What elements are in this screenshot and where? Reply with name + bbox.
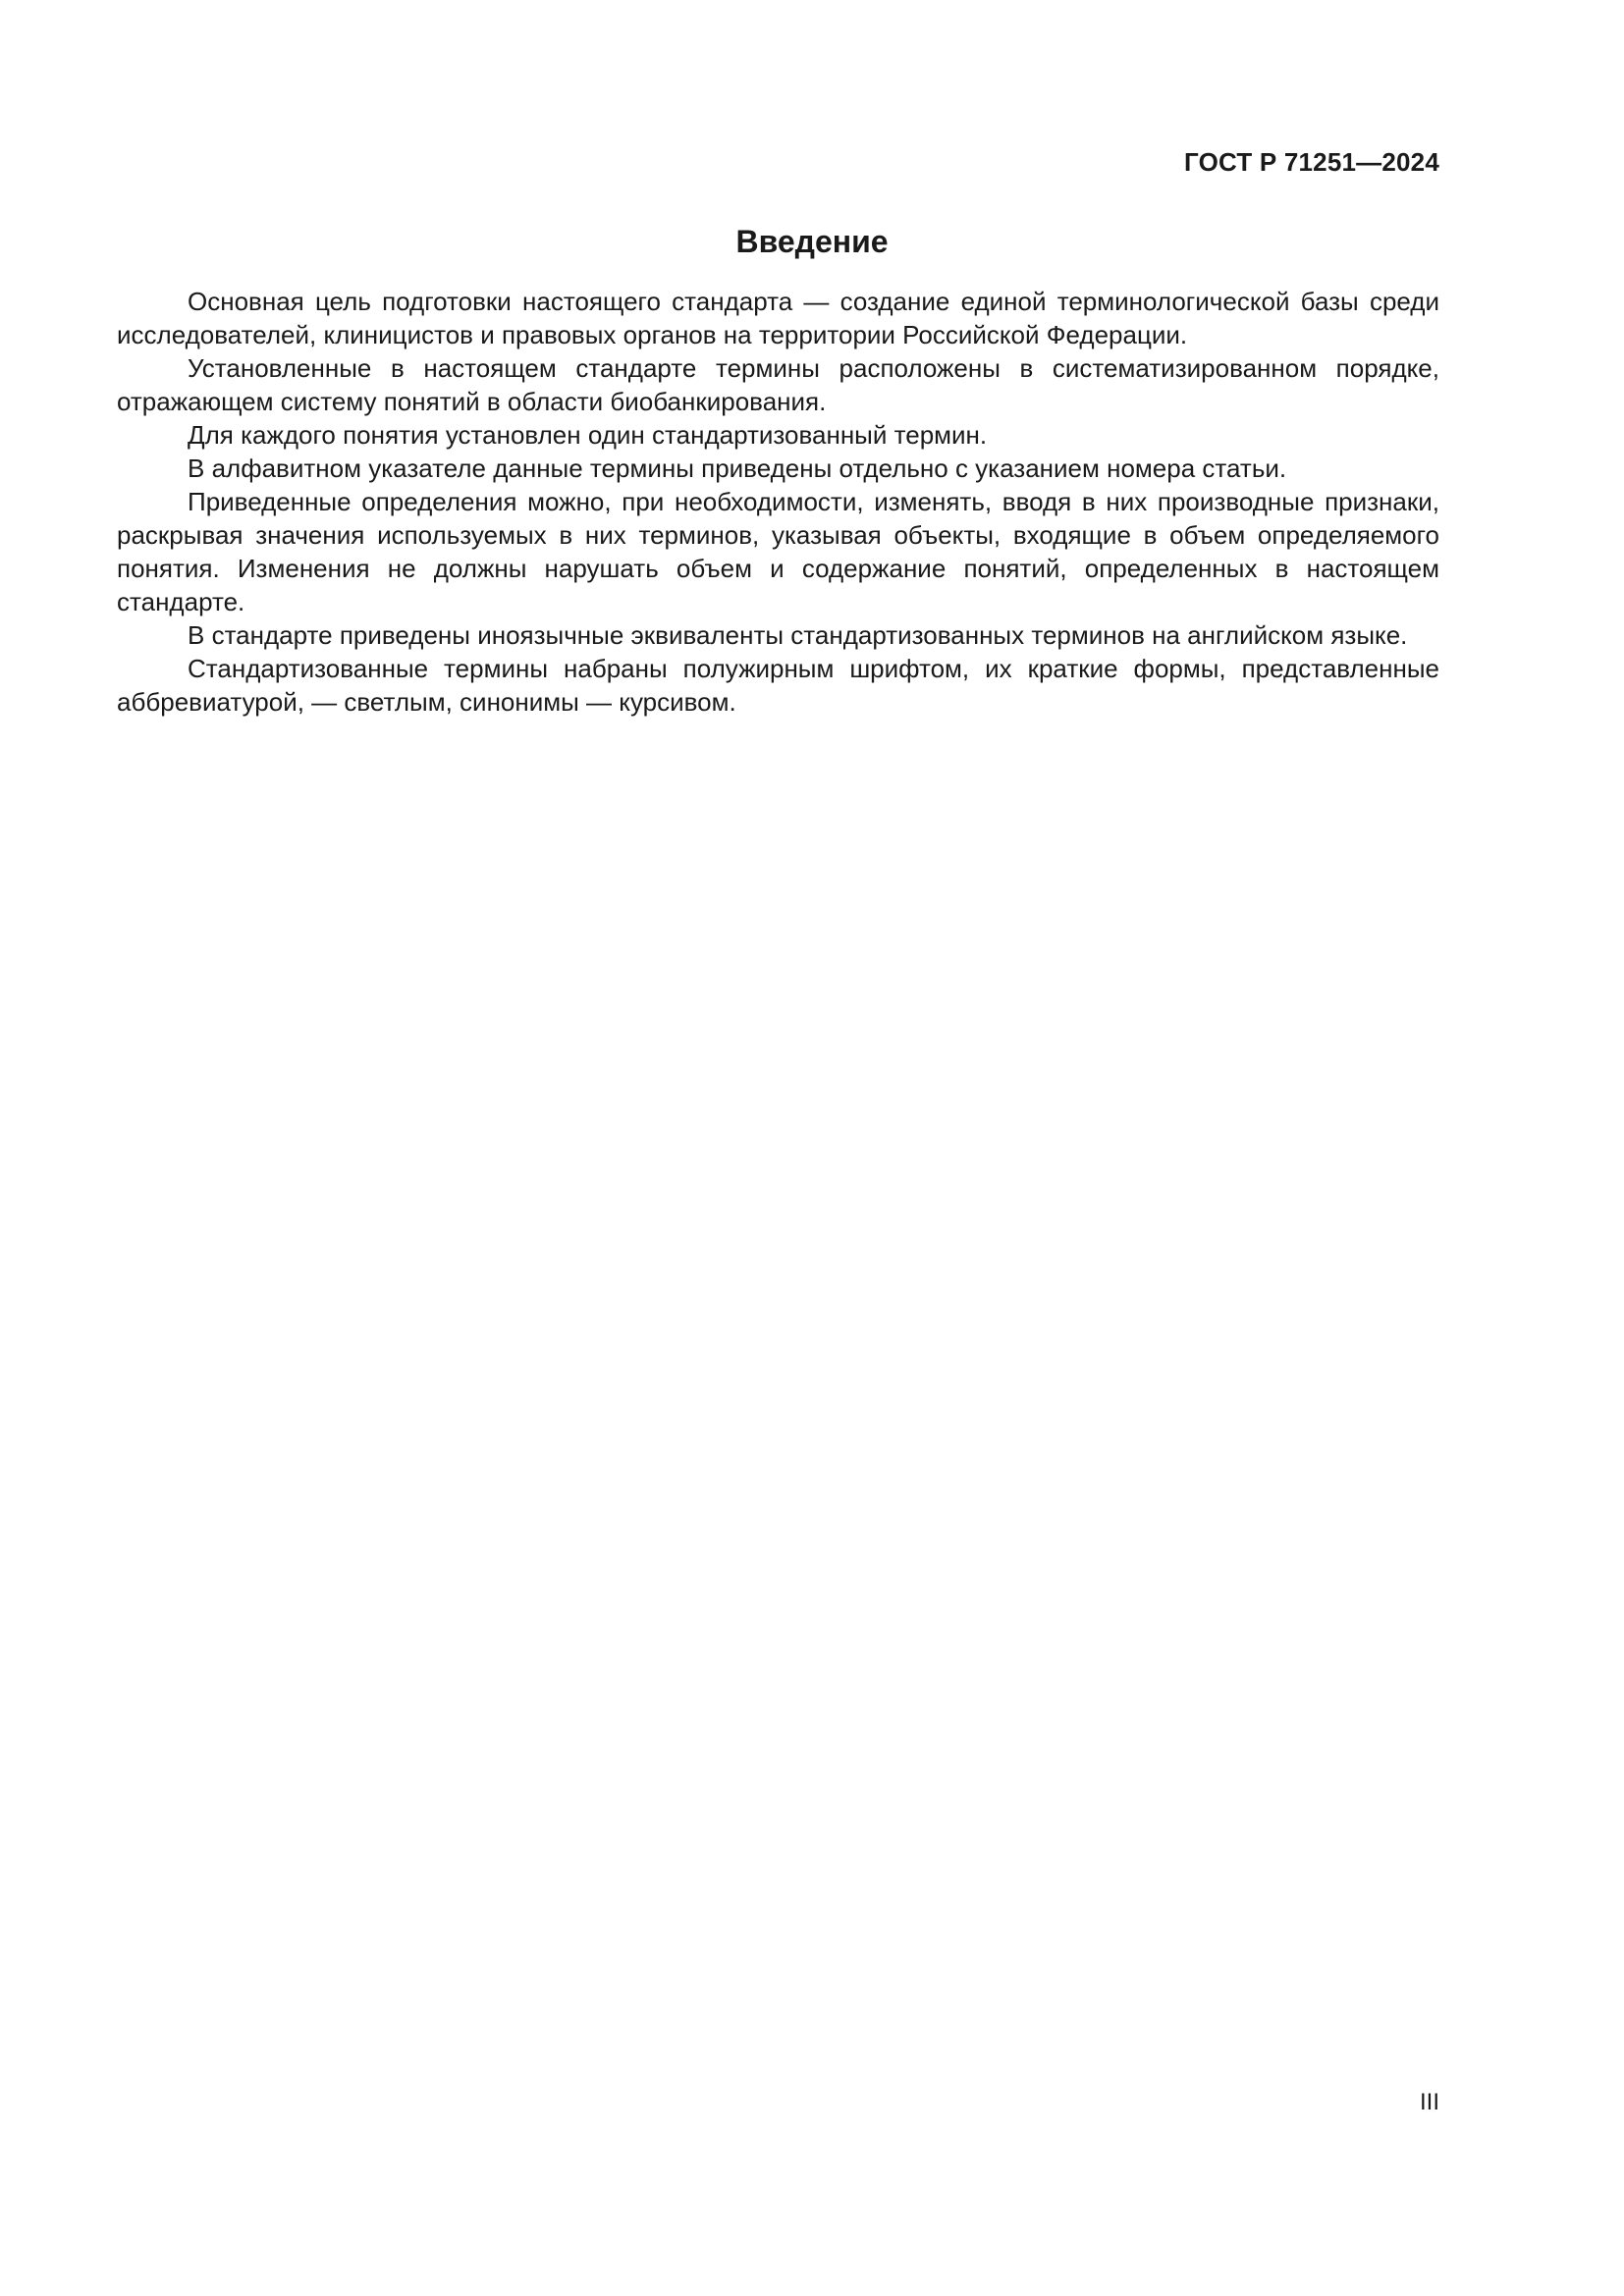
introduction-body	[117, 285, 1439, 719]
paragraph: Стандартизованные термины набраны полужирным шрифтом, их краткие формы, представленные аббревиатурой, — светлым, синонимы — курсивом.	[117, 654, 1439, 717]
paragraph: В стандарте приведены иноязычные эквиваленты стандартизованных терминов на английском языке.	[188, 620, 1408, 650]
paragraph: Для каждого понятия установлен один стандартизованный термин.	[188, 420, 988, 450]
paragraph: Приведенные определения можно, при необходимости, изменять, вводя в них производные признаки, раскрывая значения используемых в них терминов, указывая объекты, входящие в объем определяемого понятия. Изменения не должны нарушать объем и содержание понятий, определенных в настоящем стандарте.	[117, 487, 1439, 616]
paragraph: Установленные в настоящем стандарте термины расположены в систематизированном порядке, отражающем систему понятий в области биобанкирования.	[117, 353, 1439, 416]
paragraph: В алфавитном указателе данные термины приведены отдельно с указанием номера статьи.	[188, 454, 1287, 483]
page-number: III	[1419, 2089, 1439, 2115]
section-title: Введение	[735, 224, 889, 259]
document-code: ГОСТ Р 71251—2024	[1184, 147, 1439, 177]
paragraph: Основная цель подготовки настоящего стандарта — создание единой терминологической базы среди исследователей, клиницистов и правовых органов на территории Российской Федерации.	[117, 287, 1439, 349]
